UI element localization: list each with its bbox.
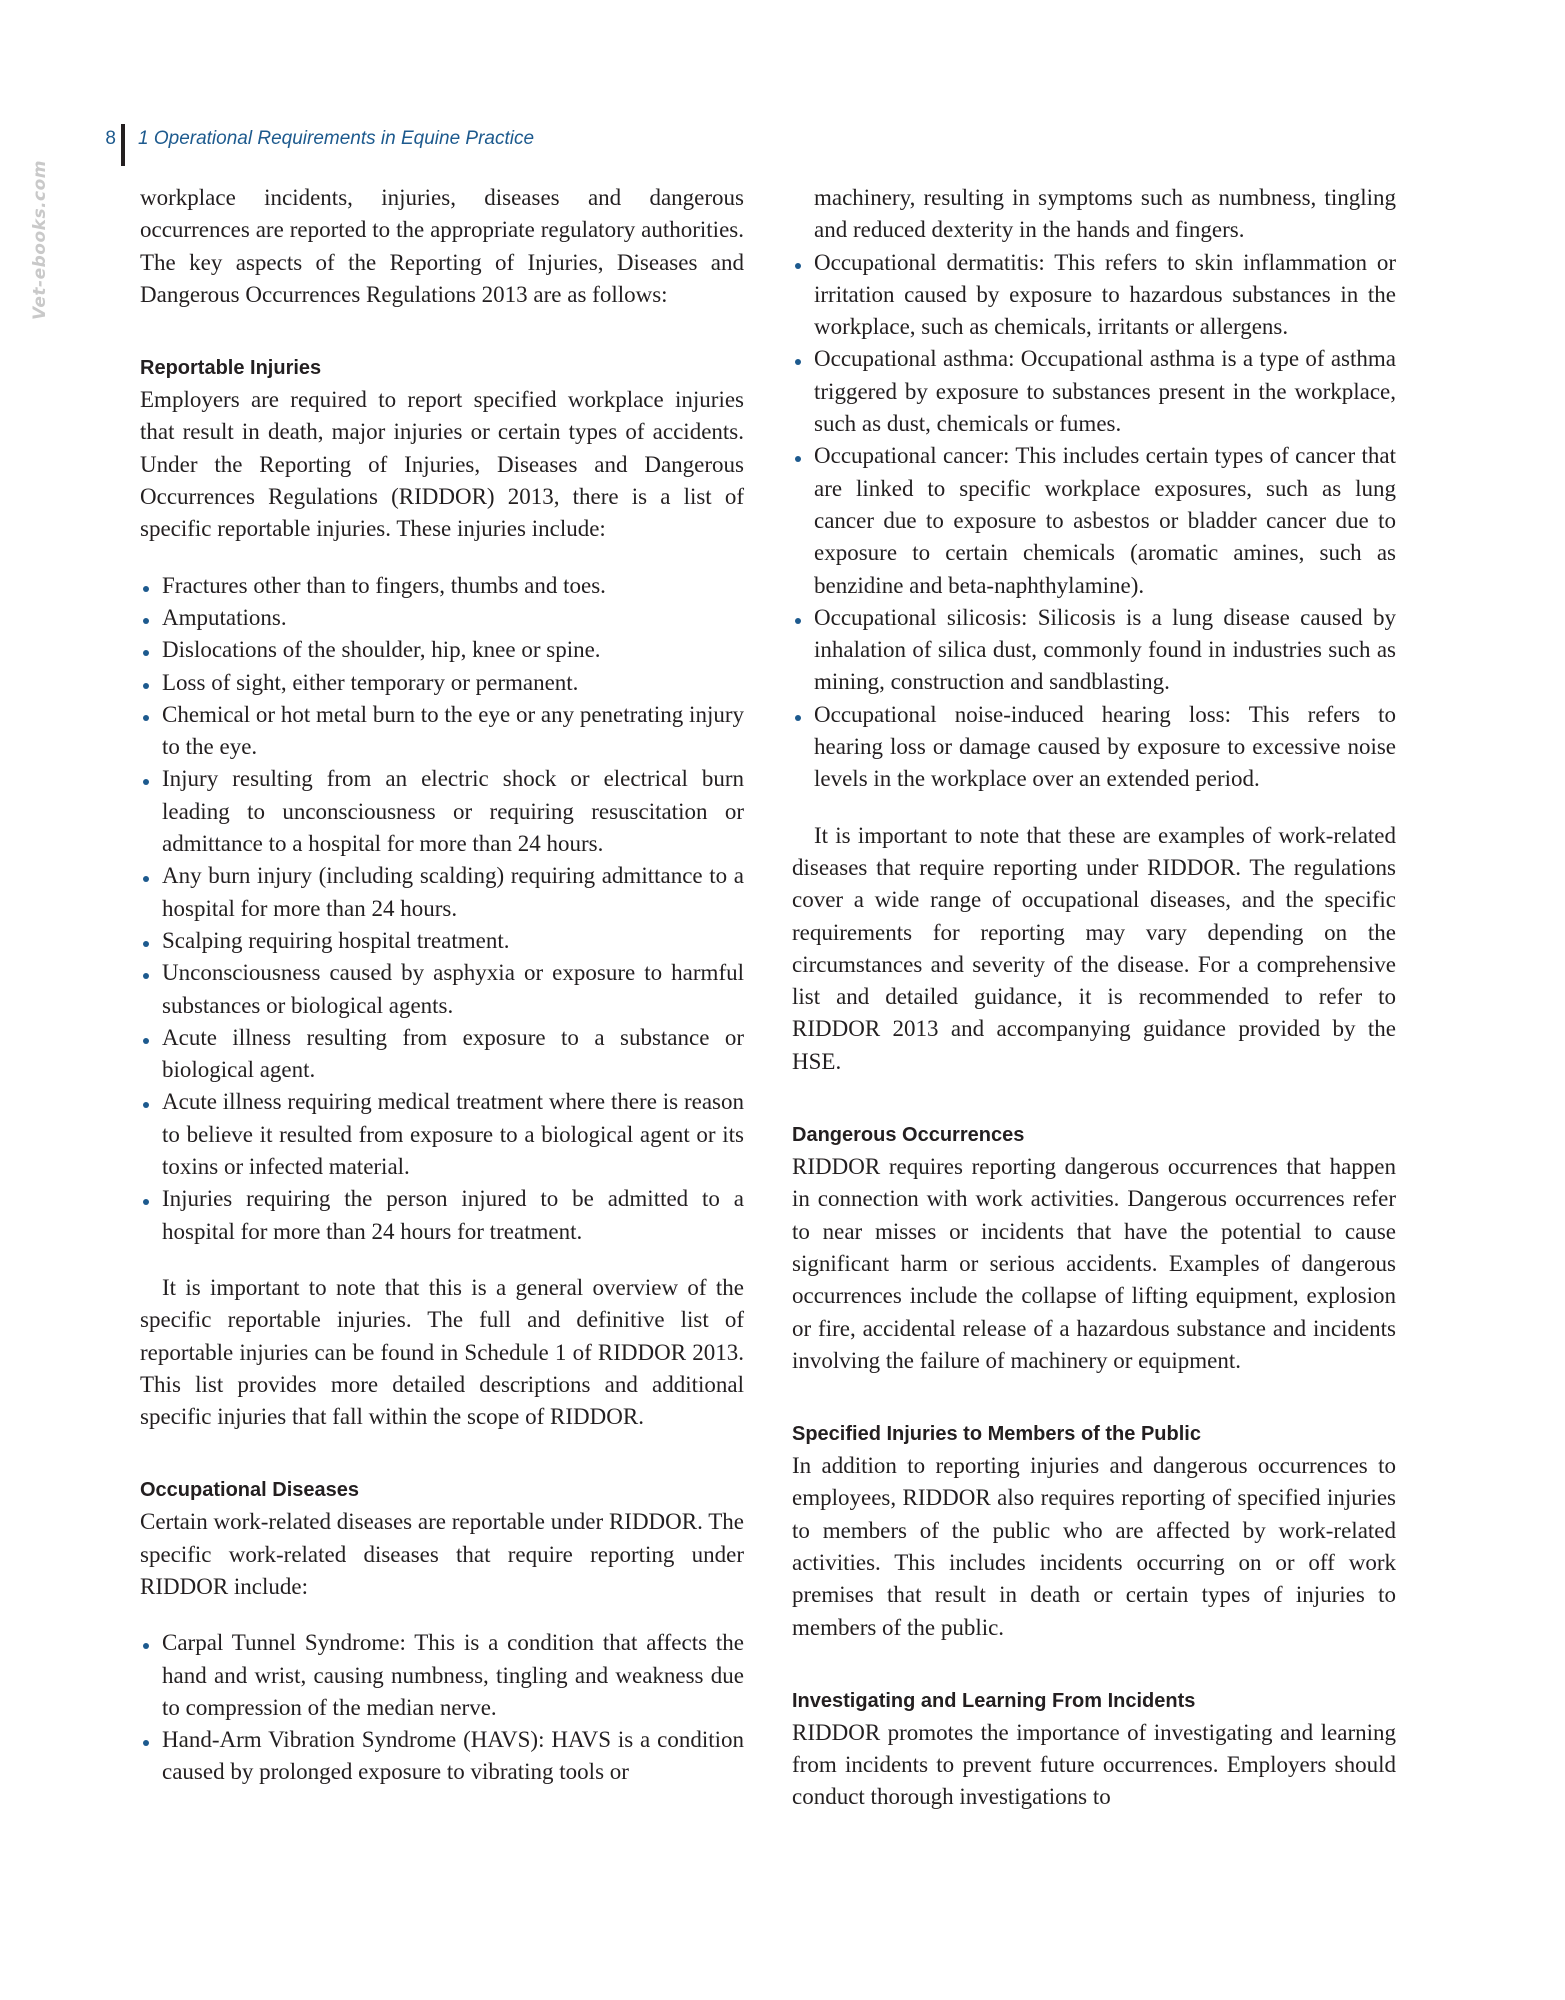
list-item: Acute illness resulting from exposure to a substance or biological agent. <box>140 1022 744 1087</box>
public-injuries-heading: Specified Injuries to Members of the Public <box>792 1423 1201 1446</box>
reportable-injuries-list <box>140 570 744 1248</box>
occupational-diseases-list-continued <box>792 247 1396 796</box>
overview-paragraph: It is important to note that this is a general overview of the specific reportable injuries. The full and definitive list of reportable injuries can be found in Schedule 1 of RIDDOR 2013. This list provides more detailed descriptions and additional specific injuries that fall within the scope of RIDDOR. <box>140 1274 744 1430</box>
list-item: Occupational noise-induced hearing loss: This refers to hearing loss or damage caused by exposure to excessive noise levels in the workplace over an extended period. <box>792 699 1396 796</box>
occupational-diseases-paragraph: Certain work-related diseases are reportable under RIDDOR. The specific work-related diseases that require reporting under RIDDOR include: <box>140 1509 744 1599</box>
list-item: Injuries requiring the person injured to be admitted to a hospital for more than 24 hours for treatment. <box>140 1183 744 1248</box>
list-item: Hand-Arm Vibration Syndrome (HAVS): HAVS is a condition caused by prolonged exposure to vibrating tools or <box>140 1724 744 1789</box>
list-item: Scalping requiring hospital treatment. <box>140 925 744 957</box>
list-item: Carpal Tunnel Syndrome: This is a condition that affects the hand and wrist, causing numbness, tingling and weakness due to compression of the median nerve. <box>140 1627 744 1724</box>
dangerous-occurrences-paragraph: RIDDOR requires reporting dangerous occurrences that happen in connection with work activities. Dangerous occurrences refer to near misses or incidents that have the potential to cause significant harm or serious accidents. Examples of dangerous occurrences include the collapse of lifting equipment, explosion or fire, accidental release of a hazardous substance and incidents involving the failure of machinery or equipment. <box>792 1154 1396 1373</box>
occupational-diseases-list <box>140 1627 744 1788</box>
investigating-paragraph: RIDDOR promotes the importance of investigating and learning from incidents to prevent future occurrences. Employers should conduct thorough investigations to <box>792 1719 1396 1810</box>
watermark-text: Vet-ebooks.com <box>30 159 51 321</box>
list-item: Fractures other than to fingers, thumbs and toes. <box>140 570 744 602</box>
right-column <box>792 182 1396 1814</box>
reportable-injuries-heading: Reportable Injuries <box>140 357 322 380</box>
list-item: Acute illness requiring medical treatment where there is reason to believe it resulted from exposure to a biological agent or its toxins or infected material. <box>140 1086 744 1183</box>
list-item-continuation <box>792 182 1396 247</box>
havs-continued: machinery, resulting in symptoms such as numbness, tingling and reduced dexterity in the hands and fingers. <box>814 185 1396 243</box>
header-rule <box>121 124 125 166</box>
investigating-heading: Investigating and Learning From Incidents <box>792 1689 1196 1712</box>
list-item: Loss of sight, either temporary or permanent. <box>140 667 744 699</box>
list-item: Occupational dermatitis: This refers to skin inflammation or irritation caused by exposure to hazardous substances in the workplace, such as chemicals, irritants or allergens. <box>792 247 1396 344</box>
list-item: Unconsciousness caused by asphyxia or exposure to harmful substances or biological agents. <box>140 957 744 1022</box>
list-item: Occupational silicosis: Silicosis is a lung disease caused by inhalation of silica dust, commonly found in industries such as mining, construction and sandblasting. <box>792 602 1396 699</box>
intro-paragraph: workplace incidents, injuries, diseases and dangerous occurrences are reported to the appropriate regulatory authorities. The key aspects of the Reporting of Injuries, Diseases and Dangerous Occurrences Regulations 2013 are as follows: <box>140 185 744 307</box>
examples-paragraph: It is important to note that these are examples of work-related diseases that require reporting under RIDDOR. The regulations cover a wide range of occupational diseases, and the specific requirements for reporting may vary depending on the circumstances and severity of the disease. For a comprehensive list and detailed guidance, it is recommended to refer to RIDDOR 2013 and accompanying guidance provided by the HSE. <box>792 822 1396 1074</box>
left-column <box>140 182 744 1789</box>
list-item: Any burn injury (including scalding) requiring admittance to a hospital for more than 24 hours. <box>140 860 744 925</box>
dangerous-occurrences-heading: Dangerous Occurrences <box>792 1124 1025 1147</box>
list-item: Chemical or hot metal burn to the eye or any penetrating injury to the eye. <box>140 699 744 764</box>
running-title: 1 Operational Requirements in Equine Practice <box>138 128 535 149</box>
list-item: Occupational cancer: This includes certain types of cancer that are linked to specific workplace exposures, such as lung cancer due to exposure to asbestos or bladder cancer due to exposure to certain chemicals (aromatic amines, such as benzidine and beta-naphthylamine). <box>792 440 1396 601</box>
list-item: Occupational asthma: Occupational asthma is a type of asthma triggered by exposure to substances present in the workplace, such as dust, chemicals or fumes. <box>792 343 1396 440</box>
reportable-injuries-paragraph: Employers are required to report specified workplace injuries that result in death, major injuries or certain types of accidents. Under the Reporting of Injuries, Diseases and Dangerous Occurrences Regulations (RIDDOR) 2013, there is a list of specific reportable injuries. These injuries include: <box>140 387 744 542</box>
page-number: 8 <box>105 128 116 149</box>
list-item: Dislocations of the shoulder, hip, knee or spine. <box>140 634 744 666</box>
list-item: Amputations. <box>140 602 744 634</box>
public-injuries-paragraph: In addition to reporting injuries and dangerous occurrences to employees, RIDDOR also requires reporting of specified injuries to members of the public who are affected by work-related activities. This includes incidents occurring on or off work premises that result in death or certain types of injuries to members of the public. <box>792 1453 1396 1640</box>
list-item: Injury resulting from an electric shock or electrical burn leading to unconsciousness or requiring resuscitation or admittance to a hospital for more than 24 hours. <box>140 763 744 860</box>
occupational-diseases-heading: Occupational Diseases <box>140 1479 359 1502</box>
